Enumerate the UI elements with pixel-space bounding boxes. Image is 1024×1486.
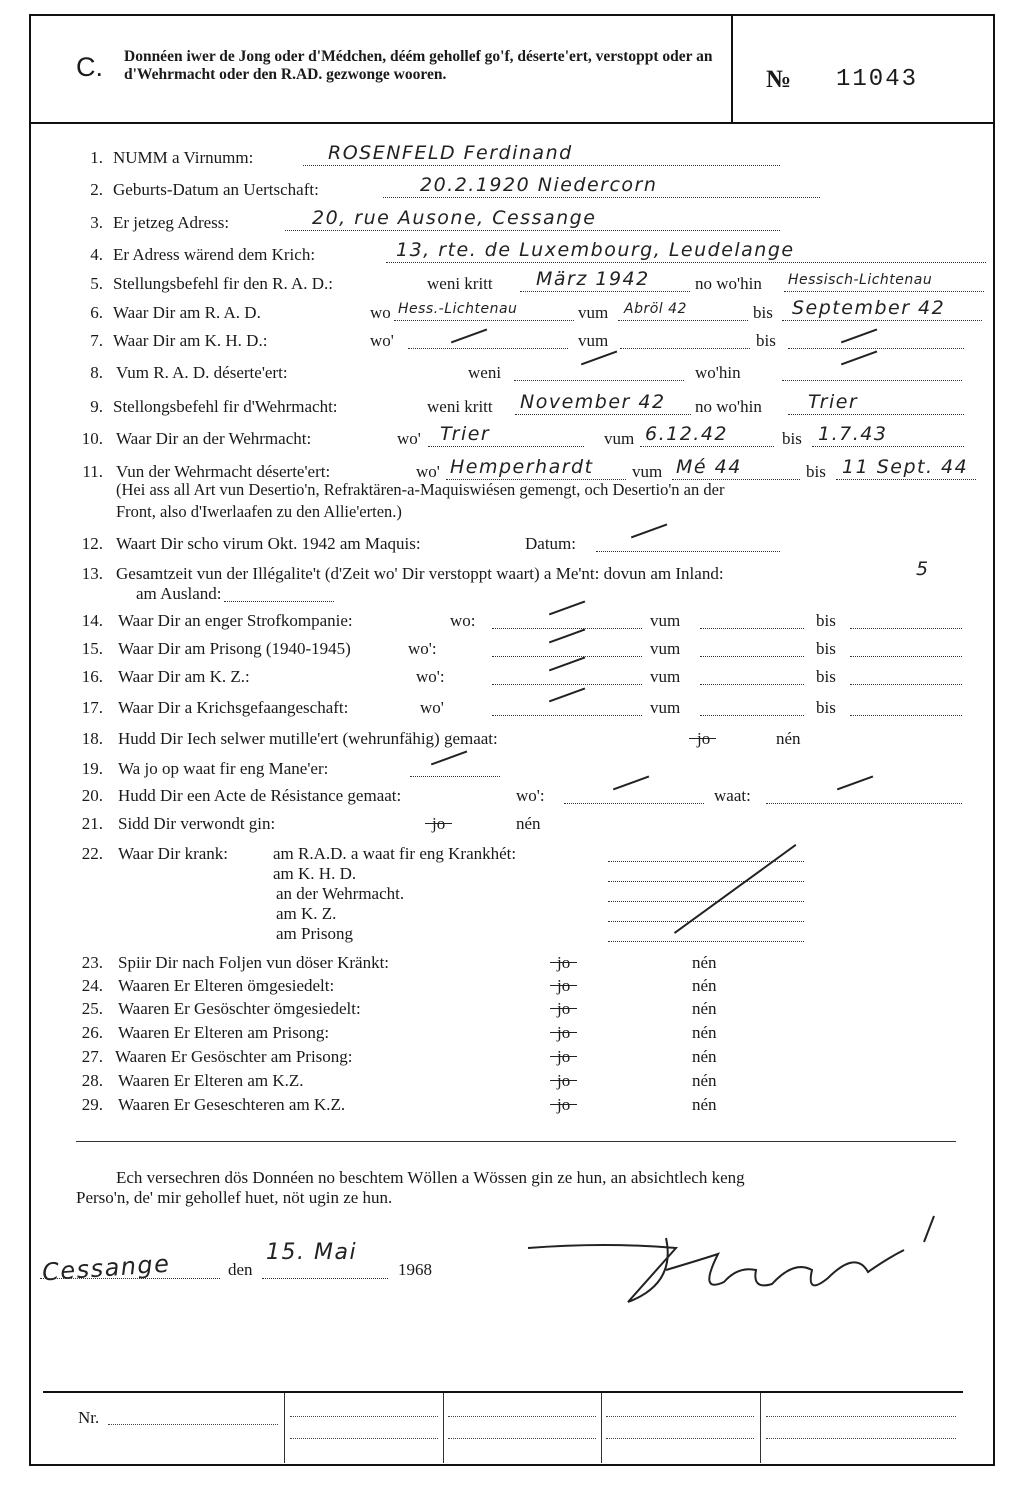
row-number: 8. xyxy=(90,363,103,382)
desertion-note-1: (Hei ass all Art vun Desertio'n, Refraktären-a-Maquiswiésen gemengt, och Desertio'n an der xyxy=(116,480,725,499)
dotted-line xyxy=(410,759,500,777)
row-label: Stellungsbefehl fir den R. A. D.: xyxy=(113,274,334,293)
row-label: Er Adress wärend dem Krich: xyxy=(113,245,316,264)
dotted-line xyxy=(40,1261,220,1279)
dotted-line xyxy=(700,639,804,657)
row-number: 20. xyxy=(81,786,103,805)
form-row-23 xyxy=(0,953,1024,977)
footer-dotted xyxy=(448,1438,596,1439)
to-label: bis xyxy=(816,667,836,686)
option-no[interactable]: nén xyxy=(692,1071,717,1090)
abroad-label: am Ausland: xyxy=(136,584,222,603)
handwritten-rad-to[interactable]: September 42 xyxy=(792,297,946,319)
handwritten-service-from[interactable]: 6.12.42 xyxy=(645,423,729,445)
option-no[interactable]: nén xyxy=(692,976,717,995)
row-number: 21. xyxy=(81,814,103,833)
strike-mark xyxy=(428,814,449,833)
to-label: bis xyxy=(756,331,776,350)
dotted-line xyxy=(850,698,962,716)
option-yes[interactable]: jo xyxy=(432,814,446,833)
form-row-21 xyxy=(0,814,1024,838)
row-number: 7. xyxy=(90,331,103,350)
row-number: 1. xyxy=(90,148,103,167)
footer-col-divider xyxy=(284,1393,285,1463)
row-number: 12. xyxy=(81,534,103,553)
number-sign: № xyxy=(766,66,792,93)
handwritten-rad-date[interactable]: März 1942 xyxy=(536,268,650,290)
illness-rad: am R.A.D. a waat fir eng Krankhét: xyxy=(273,844,517,863)
form-row-16 xyxy=(0,667,1024,691)
row-label: Waar Dir am R. A. D. xyxy=(113,303,261,322)
handwritten-address[interactable]: 20, rue Ausone, Cessange xyxy=(312,207,597,229)
to-label: bis xyxy=(782,429,802,448)
handwritten-months[interactable]: 5 xyxy=(916,558,930,580)
strike-mark xyxy=(553,1071,574,1090)
form-row-18 xyxy=(0,729,1024,753)
row-label: Waart Dir scho virum Okt. 1942 am Maquis: xyxy=(116,534,421,553)
row-label: Sidd Dir verwondt gin: xyxy=(118,814,276,833)
form-intro: Donnéen iwer de Jong oder d'Médchen, déém gehollef go'f, déserte'ert, verstoppt oder an d'Wehrmacht oder den R.AD. gezwonge wooren. xyxy=(124,48,713,83)
option-no[interactable]: nén xyxy=(692,1023,717,1042)
option-no[interactable]: nén xyxy=(516,814,541,833)
form-row-3 xyxy=(0,207,1024,237)
dotted-line xyxy=(564,786,704,804)
dotted-line xyxy=(850,611,962,629)
declaration-line-1: Ech versechren dös Donnéen no beschtem Wöllen a Wössen gin ze hun, an absichtlech keng xyxy=(116,1168,745,1187)
footer-col-divider xyxy=(443,1393,444,1463)
form-row-19 xyxy=(0,759,1024,783)
from-label: vum xyxy=(650,611,681,630)
strike-mark xyxy=(553,976,574,995)
option-yes[interactable]: jo xyxy=(557,1095,571,1114)
form-row-4 xyxy=(0,239,1024,269)
dotted-line xyxy=(492,667,642,685)
handwritten-birth[interactable]: 20.2.1920 Niedercorn xyxy=(420,174,658,196)
form-row-27 xyxy=(0,1047,1024,1071)
row-label: Waar Dir an enger Strofkompanie: xyxy=(118,611,353,630)
form-row-6 xyxy=(0,297,1024,327)
signature xyxy=(516,1210,956,1320)
footer-dotted xyxy=(290,1438,438,1439)
row-number: 29. xyxy=(81,1095,103,1114)
form-row-13-abroad xyxy=(0,584,1024,608)
row-number: 22. xyxy=(81,844,103,863)
from-label: vum xyxy=(578,303,609,322)
dotted-line xyxy=(492,611,642,629)
handwritten-desert-to[interactable]: 11 Sept. 44 xyxy=(842,456,969,478)
form-row-5 xyxy=(0,268,1024,298)
form-row-1 xyxy=(0,142,1024,172)
row-label: Wa jo op waat fir eng Mane'er: xyxy=(118,759,329,778)
row-number: 28. xyxy=(81,1071,103,1090)
row-number: 3. xyxy=(90,213,103,232)
to-label: bis xyxy=(816,639,836,658)
form-row-15 xyxy=(0,639,1024,663)
form-row-12 xyxy=(0,534,1024,558)
option-yes[interactable]: jo xyxy=(557,999,571,1018)
row-label: Gesamtzeit vun der Illégalite't (d'Zeit wo' Dir verstoppt waart) a Me'nt: dovun am Inland: xyxy=(116,564,724,583)
form-row-14 xyxy=(0,611,1024,635)
where-label: wo': xyxy=(516,786,545,805)
row-label: Waaren Er Gesöschter ömgesiedelt: xyxy=(118,999,361,1018)
option-no[interactable]: nén xyxy=(692,953,717,972)
header-divider xyxy=(731,14,733,122)
dotted-line xyxy=(620,331,750,349)
form-row-28 xyxy=(0,1071,1024,1095)
dotted-line xyxy=(788,331,964,349)
row-number: 11. xyxy=(82,462,103,481)
strike-mark xyxy=(553,1023,574,1042)
row-number: 25. xyxy=(81,999,103,1018)
option-yes[interactable]: jo xyxy=(697,729,711,748)
desertion-note-2: Front, also d'Iwerlaafen zu den Allie'erten.) xyxy=(116,502,402,521)
form-row-9 xyxy=(0,391,1024,421)
dotted-line xyxy=(700,667,804,685)
footer-dotted xyxy=(606,1416,754,1417)
dotted-line xyxy=(514,363,684,381)
row-label: Waar Dir an der Wehrmacht: xyxy=(116,429,312,448)
strike-mark xyxy=(553,999,574,1018)
row-number: 2. xyxy=(90,180,103,199)
where-label: wo' xyxy=(416,462,440,481)
row-number: 9. xyxy=(90,397,103,416)
dotted-line xyxy=(608,864,804,882)
where-label: wo' xyxy=(420,698,444,717)
dotted-line xyxy=(850,639,962,657)
handwritten-name[interactable]: ROSENFELD Ferdinand xyxy=(328,142,573,164)
handwritten-desert-where[interactable]: Hemperhardt xyxy=(450,456,594,478)
form-row-26 xyxy=(0,1023,1024,1047)
option-yes[interactable]: jo xyxy=(557,1071,571,1090)
strike-mark xyxy=(553,1047,574,1066)
header-separator xyxy=(29,122,995,124)
date-label: Datum: xyxy=(525,534,576,553)
dotted-line xyxy=(224,584,334,602)
dotted-line xyxy=(700,611,804,629)
footer-dotted xyxy=(766,1416,956,1417)
row-label: Waar Dir am K. Z.: xyxy=(118,667,250,686)
year-label: 1968 xyxy=(398,1260,432,1279)
strike-mark xyxy=(553,1095,574,1114)
form-row-25 xyxy=(0,999,1024,1023)
dotted-line xyxy=(408,331,568,349)
where-label: wo' xyxy=(397,429,421,448)
row-number: 15. xyxy=(81,639,103,658)
row-number: 26. xyxy=(81,1023,103,1042)
from-label: vum xyxy=(632,462,663,481)
row-label: Hudd Dir Iech selwer mutille'ert (wehrunfähig) gemaat: xyxy=(118,729,498,748)
from-label: vum xyxy=(578,331,609,350)
what-label: waat: xyxy=(714,786,751,805)
illness-wehrmacht: an der Wehrmacht. xyxy=(276,884,405,903)
row-label: Vum R. A. D. déserte'ert: xyxy=(116,363,288,382)
footer-dotted xyxy=(448,1416,596,1417)
from-label: vum xyxy=(650,639,681,658)
row-label: Waaren Er Elteren am Prisong: xyxy=(118,1023,330,1042)
option-no[interactable]: nén xyxy=(692,999,717,1018)
handwritten-rad-from[interactable]: Abröl 42 xyxy=(624,301,687,317)
dotted-line xyxy=(492,639,642,657)
option-yes[interactable]: jo xyxy=(557,976,571,995)
illness-prisong: am Prisong xyxy=(276,924,353,943)
dotted-line xyxy=(492,698,642,716)
where-label: wo': xyxy=(416,667,445,686)
handwritten-service-where[interactable]: Trier xyxy=(440,423,491,445)
where-label: wo': xyxy=(408,639,437,658)
form-row-29 xyxy=(0,1095,1024,1119)
den-label: den xyxy=(228,1260,253,1279)
to-label: bis xyxy=(816,611,836,630)
row-label: Waar Dir a Krichsgefaangeschaft: xyxy=(118,698,349,717)
row-number: 4. xyxy=(90,245,103,264)
footer-col-divider xyxy=(760,1393,761,1463)
to-label: bis xyxy=(753,303,773,322)
option-yes[interactable]: jo xyxy=(557,953,571,972)
dotted-line xyxy=(850,667,962,685)
form-row-17 xyxy=(0,698,1024,722)
row-label: Waar Dir am Prisong (1940-1945) xyxy=(118,639,351,658)
where-label: no wo'hin xyxy=(695,397,762,416)
row-label: NUMM a Virnumm: xyxy=(113,148,254,167)
illness-kz: am K. Z. xyxy=(276,904,337,923)
option-yes[interactable]: jo xyxy=(557,1047,571,1066)
dotted-line xyxy=(782,363,962,381)
option-no[interactable]: nén xyxy=(692,1047,717,1066)
from-label: vum xyxy=(604,429,635,448)
handwritten-rad-where[interactable]: Hess.-Lichtenau xyxy=(398,301,518,317)
handwritten-war-address[interactable]: 13, rte. de Luxembourg, Leudelange xyxy=(396,239,795,261)
where-label: no wo'hin xyxy=(695,274,762,293)
strike-mark xyxy=(553,953,574,972)
option-no[interactable]: nén xyxy=(776,729,801,748)
footer-col-divider xyxy=(601,1393,602,1463)
form-number: 11043 xyxy=(836,66,919,93)
dotted-line xyxy=(596,534,780,552)
dotted-line xyxy=(608,924,804,942)
section-divider xyxy=(76,1141,956,1142)
to-label: bis xyxy=(806,462,826,481)
section-letter: C. xyxy=(76,52,103,82)
row-number: 24. xyxy=(81,976,103,995)
footer-dotted xyxy=(290,1416,438,1417)
to-label: bis xyxy=(816,698,836,717)
row-label: Vun der Wehrmacht déserte'ert: xyxy=(116,462,331,481)
row-label: Waar Dir krank: xyxy=(118,844,229,863)
signature-text xyxy=(700,1262,701,1263)
row-label: Waar Dir am K. H. D.: xyxy=(113,331,268,350)
when-label: weni kritt xyxy=(427,274,493,293)
handwritten-service-to[interactable]: 1.7.43 xyxy=(818,423,888,445)
row-number: 19. xyxy=(81,759,103,778)
row-label: Waaren Er Geseschteren am K.Z. xyxy=(118,1095,346,1114)
form-row-24 xyxy=(0,976,1024,1000)
row-number: 13. xyxy=(81,564,103,583)
row-label: Waaren Er Elteren am K.Z. xyxy=(118,1071,304,1090)
row-number: 17. xyxy=(81,698,103,717)
row-number: 5. xyxy=(90,274,103,293)
footer-top-rule xyxy=(43,1391,963,1393)
dotted-line xyxy=(608,904,804,922)
where-label: wo: xyxy=(450,611,476,630)
where-label: wo' xyxy=(370,331,394,350)
handwritten-rad-place[interactable]: Hessisch-Lichtenau xyxy=(788,272,933,288)
row-number: 6. xyxy=(90,303,103,322)
row-label: Hudd Dir een Acte de Résistance gemaat: xyxy=(118,786,402,805)
nr-dotted xyxy=(108,1424,278,1425)
row-label: Waaren Er Elteren ömgesiedelt: xyxy=(118,976,335,995)
row-label: Waaren Er Gesöschter am Prisong: xyxy=(115,1047,353,1066)
handwritten-wehrmacht-place[interactable]: Trier xyxy=(808,391,859,413)
footer-dotted xyxy=(606,1438,754,1439)
dotted-line xyxy=(766,786,962,804)
nr-label: Nr. xyxy=(78,1408,100,1427)
form-row-8 xyxy=(0,363,1024,387)
footer-dotted xyxy=(766,1438,956,1439)
row-number: 23. xyxy=(81,953,103,972)
row-number: 10. xyxy=(81,429,103,448)
handwritten-wehrmacht-date[interactable]: November 42 xyxy=(520,391,666,413)
from-label: vum xyxy=(650,698,681,717)
form-row-2 xyxy=(0,174,1024,204)
from-label: vum xyxy=(650,667,681,686)
row-number: 18. xyxy=(81,729,103,748)
form-row-22-prisong xyxy=(0,924,1024,948)
row-label: Spiir Dir nach Foljen vun döser Kränkt: xyxy=(118,953,390,972)
row-label: Er jetzeg Adress: xyxy=(113,213,230,232)
when-label: weni xyxy=(468,363,502,382)
form-row-7 xyxy=(0,331,1024,355)
when-label: weni kritt xyxy=(427,397,493,416)
handwritten-place[interactable]: Cessange xyxy=(41,1249,172,1287)
handwritten-date[interactable]: 15. Mai xyxy=(266,1240,358,1265)
row-label: Stellongsbefehl fir d'Wehrmacht: xyxy=(113,397,338,416)
illness-khd: am K. H. D. xyxy=(273,864,357,883)
option-no[interactable]: nén xyxy=(692,1095,717,1114)
handwritten-desert-from[interactable]: Mé 44 xyxy=(676,456,742,478)
declaration-line-2: Perso'n, de' mir gehollef huet, nöt ugin ze hun. xyxy=(76,1188,393,1207)
row-number: 14. xyxy=(81,611,103,630)
form-row-10 xyxy=(0,423,1024,453)
where-label: wo xyxy=(370,303,391,322)
row-number: 16. xyxy=(81,667,103,686)
dotted-line xyxy=(608,884,804,902)
row-number: 27. xyxy=(81,1047,103,1066)
dotted-line xyxy=(700,698,804,716)
where-label: wo'hin xyxy=(695,363,741,382)
option-yes[interactable]: jo xyxy=(557,1023,571,1042)
form-row-20 xyxy=(0,786,1024,810)
row-label: Geburts-Datum an Uertschaft: xyxy=(113,180,319,199)
strike-mark xyxy=(692,729,713,748)
